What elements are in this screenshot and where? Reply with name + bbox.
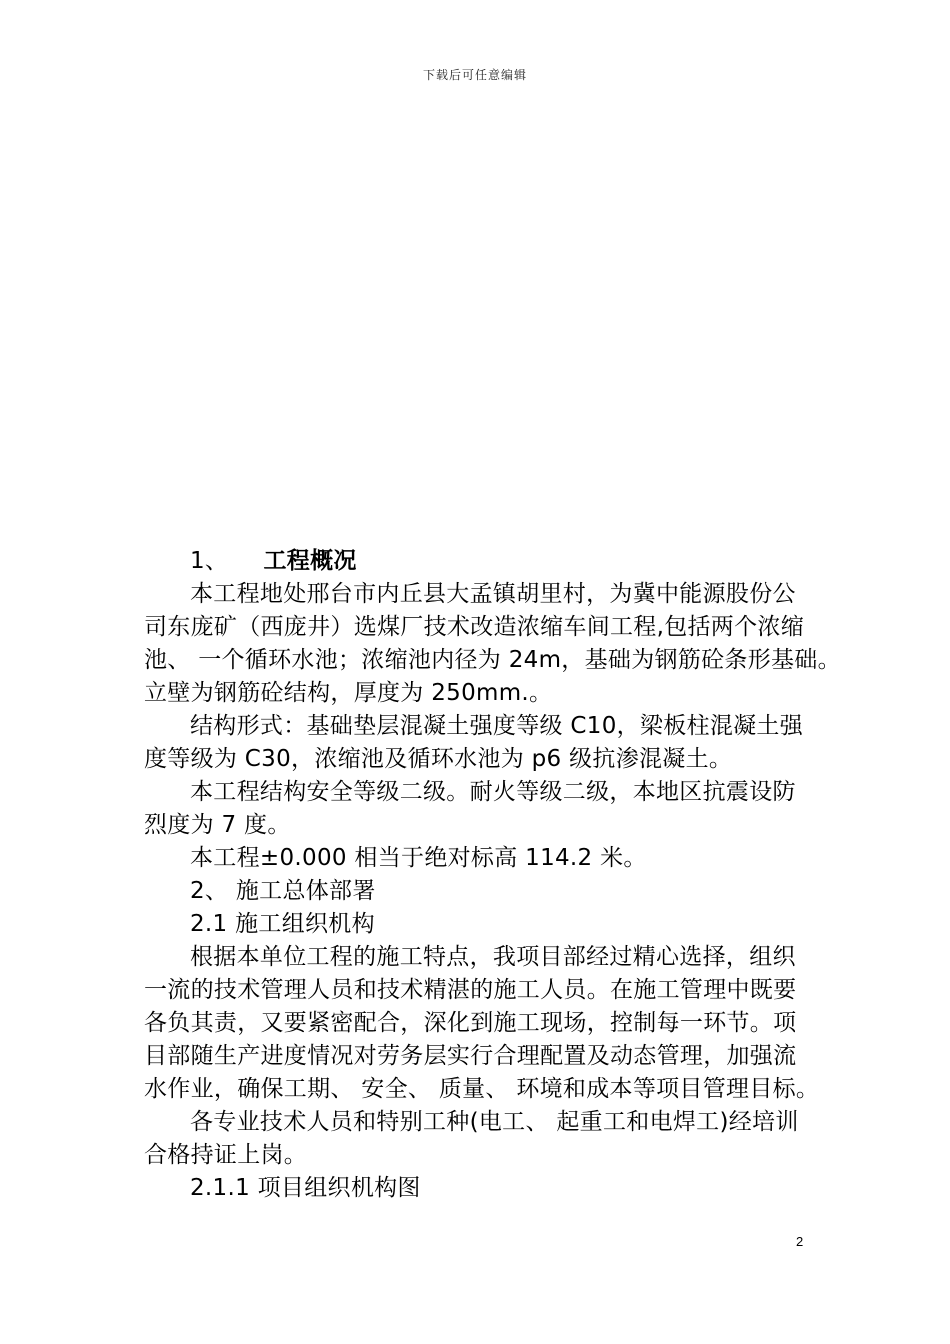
paragraph-line: 水作业，确保工期、 安全、 质量、 环境和成本等项目管理目标。 bbox=[144, 1076, 820, 1102]
section-1-title: 工程概况 bbox=[263, 548, 357, 574]
document-body bbox=[144, 545, 841, 1205]
paragraph-line: 各负其责，又要紧密配合，深化到施工现场，控制每一环节。项 bbox=[144, 1010, 797, 1036]
paragraph-line: 池、 一个循环水池；浓缩池内径为 24m，基础为钢筋砼条形基础。 bbox=[144, 647, 841, 673]
section-1-number: 1、 bbox=[190, 548, 229, 574]
paragraph-line: 合格持证上岗。 bbox=[144, 1142, 308, 1168]
paragraph-line: 司东庞矿（西庞井）选煤厂技术改造浓缩车间工程,包括两个浓缩 bbox=[144, 614, 805, 640]
paragraph-line: 烈度为 7 度。 bbox=[144, 812, 291, 838]
section-1-heading bbox=[144, 545, 814, 578]
paragraph-line: 根据本单位工程的施工特点，我项目部经过精心选择，组织 bbox=[190, 944, 796, 970]
section-2-1-heading: 2.1 施工组织机构 bbox=[190, 911, 375, 937]
paragraph-line: 本工程结构安全等级二级。耐火等级二级，本地区抗震设防 bbox=[190, 779, 796, 805]
page-number: 2 bbox=[796, 1234, 804, 1249]
page-header: 下载后可任意编辑 bbox=[422, 68, 527, 82]
paragraph-line: 本工程地处邢台市内丘县大孟镇胡里村，为冀中能源股份公 bbox=[190, 581, 796, 607]
paragraph-line: 立壁为钢筋砼结构，厚度为 250mm.。 bbox=[144, 680, 553, 706]
paragraph-line: 各专业技术人员和特别工种(电工、 起重工和电焊工)经培训 bbox=[190, 1109, 799, 1135]
paragraph-line: 度等级为 C30，浓缩池及循环水池为 p6 级抗渗混凝土。 bbox=[144, 746, 733, 772]
paragraph-line: 本工程±0.000 相当于绝对标高 114.2 米。 bbox=[190, 845, 647, 871]
section-2-1-1-heading: 2.1.1 项目组织机构图 bbox=[190, 1175, 421, 1201]
paragraph-line: 结构形式：基础垫层混凝土强度等级 C10，梁板柱混凝土强 bbox=[190, 713, 804, 739]
section-2-heading: 2、 施工总体部署 bbox=[190, 878, 376, 904]
paragraph-line: 一流的技术管理人员和技术精湛的施工人员。在施工管理中既要 bbox=[144, 977, 797, 1003]
paragraph-line: 目部随生产进度情况对劳务层实行合理配置及动态管理，加强流 bbox=[144, 1043, 797, 1069]
